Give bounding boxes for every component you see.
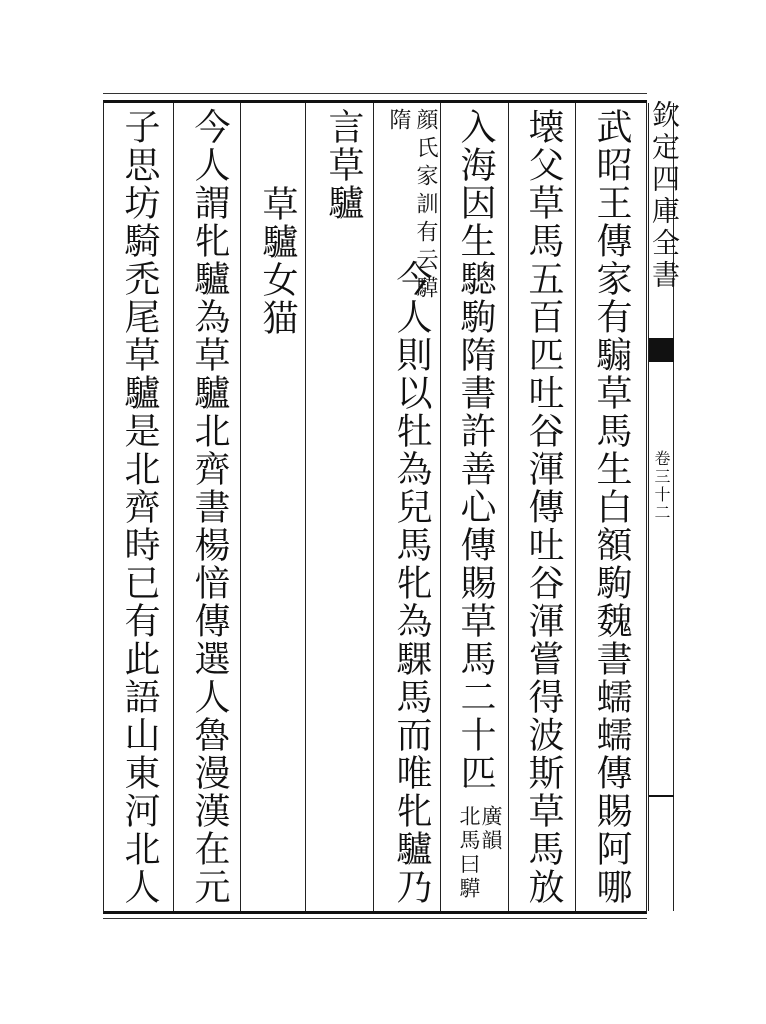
book-title: 欽定四庫全書 [648, 100, 681, 292]
text-column-5: 言草驢 [323, 108, 364, 222]
text-column-7: 今人謂牝驢為草驢北齊書楊愔傳選人魯漫漢在元 [189, 108, 230, 906]
column-rule [440, 103, 441, 911]
note-line: 廣韻 [479, 805, 503, 853]
text-column-4: 今人則以牡為兒馬牝為騍馬而唯牝驢乃 [391, 260, 432, 906]
text-column-1: 武昭王傳家有騸草馬生白額駒魏書蠕蠕傳賜阿哪 [591, 108, 632, 906]
bottom-double-rule [103, 918, 647, 919]
interlinear-note-left [386, 108, 410, 136]
text-column-6-heading: 草驢女猫 [257, 185, 298, 337]
text-column-2: 壊父草馬五百匹吐谷渾傳吐谷渾嘗得波斯草馬放 [523, 108, 564, 906]
volume-number: 卷三十二 [652, 450, 671, 522]
text-column-8: 子思坊騎禿尾草驢是北齊時已有此語山東河北人 [119, 108, 160, 906]
interlinear-note [458, 805, 502, 905]
fishtail-mark [649, 338, 674, 362]
column-rule [373, 103, 374, 911]
column-rule [508, 103, 509, 911]
top-double-rule [103, 93, 647, 94]
column-rule [575, 103, 576, 911]
note-line: 北馬曰騲 [457, 805, 481, 901]
note-text: 隋 [386, 108, 411, 136]
column-rule [240, 103, 241, 911]
column-rule [305, 103, 306, 911]
interlinear-note-right: 顔氏家訓有云騲 [413, 108, 438, 304]
column-rule [173, 103, 174, 911]
text-column-3: 入海因生驄駒隋書許善心傳賜草馬二十匹 [455, 108, 496, 792]
fishtail-bottom-mark [649, 795, 674, 797]
